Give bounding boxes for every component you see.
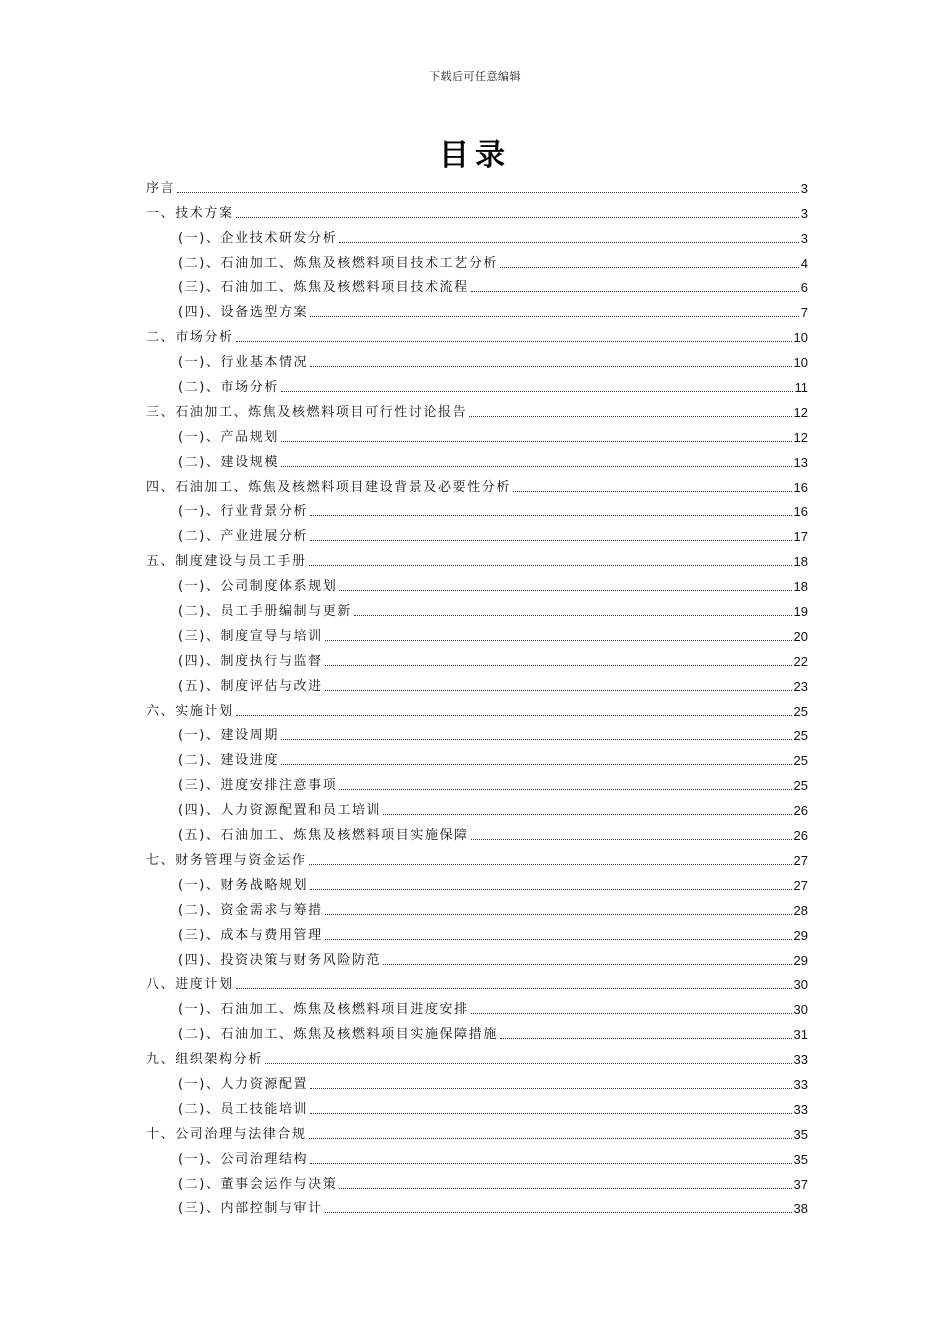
toc-dot-leader [265,1063,792,1064]
toc-entry-section[interactable] [146,871,808,896]
toc-entry-section[interactable] [146,622,808,647]
toc-title: 目录 [439,138,511,173]
toc-entry-chapter[interactable] [146,1045,808,1070]
toc-entry-text: (一)、行业基本情况 [178,355,309,371]
toc-entry-text: 序言 [146,180,176,196]
toc-page-number: 4 [800,255,808,271]
toc-dot-leader [471,839,792,840]
toc-page-number: 6 [800,280,808,296]
toc-entry-section[interactable] [146,821,808,846]
toc-dot-leader [281,391,793,392]
toc-page-number: 30 [793,1002,808,1018]
toc-page-number: 23 [793,678,808,694]
toc-page-number: 29 [793,952,808,968]
toc-page-number: 11 [794,380,808,396]
toc-page-number: 10 [793,330,808,346]
toc-entry-text: (二)、员工技能培训 [178,1101,309,1117]
toc-entry-section[interactable] [146,672,808,697]
toc-entry-text: (五)、制度评估与改进 [178,678,323,694]
toc-entry-text: (一)、建设周期 [178,728,279,744]
toc-entry-chapter[interactable] [146,1120,808,1145]
toc-entry-text: 十、公司治理与法律合规 [146,1126,307,1142]
toc-entry-section[interactable] [146,771,808,796]
toc-entry-section[interactable] [146,348,808,373]
toc-entry-section[interactable] [146,1170,808,1195]
toc-entry-section[interactable] [146,298,808,323]
toc-entry-text: (三)、制度宣导与培训 [178,628,323,644]
toc-entry-text: 三、石油加工、炼焦及核燃料项目可行性讨论报告 [146,404,468,420]
toc-dot-leader [281,441,792,442]
toc-page-number: 3 [800,205,808,221]
toc-entry-text: (三)、进度安排注意事项 [178,778,338,794]
toc-page-number: 3 [800,230,808,246]
toc-entry-text: 五、制度建设与员工手册 [146,554,307,570]
toc-page-number: 26 [793,803,808,819]
toc-entry-text: (一)、产品规划 [178,429,279,445]
toc-dot-leader [281,739,792,740]
toc-page-number: 25 [793,728,808,744]
toc-dot-leader [325,1212,792,1213]
toc-entry-chapter[interactable] [146,398,808,423]
toc-page-number: 12 [793,429,808,445]
toc-page-number: 26 [793,828,808,844]
toc-dot-leader [309,565,792,566]
toc-entry-text: 七、财务管理与资金运作 [146,852,307,868]
toc-dot-leader [339,789,791,790]
toc-entry-text: (四)、制度执行与监督 [178,653,323,669]
toc-dot-leader [281,466,792,467]
toc-entry-chapter[interactable] [146,697,808,722]
toc-entry-text: (二)、董事会运作与决策 [178,1176,338,1192]
toc-entry-chapter[interactable] [146,846,808,871]
toc-page-number: 28 [793,902,808,918]
toc-entry-text: (二)、员工手册编制与更新 [178,604,352,620]
toc-dot-leader [236,341,792,342]
toc-entry-text: (二)、产业进展分析 [178,529,309,545]
toc-dot-leader [471,1013,792,1014]
toc-page-number: 17 [793,529,808,545]
toc-page-number: 22 [793,653,808,669]
toc-dot-leader [339,242,798,243]
toc-dot-leader [310,1088,791,1089]
toc-entry-section[interactable] [146,498,808,523]
toc-entry-text: 一、技术方案 [146,205,234,221]
toc-page-number: 35 [793,1126,808,1142]
toc-entry-section[interactable] [146,224,808,249]
toc-entry-section[interactable] [146,1020,808,1045]
toc-page-number: 18 [793,554,808,570]
toc-page-number: 12 [793,404,808,420]
toc-page-number: 25 [793,703,808,719]
toc-entry-section[interactable] [146,1095,808,1120]
toc-entry-text: (一)、石油加工、炼焦及核燃料项目进度安排 [178,1002,469,1018]
toc-entry-section[interactable] [146,1195,808,1220]
page-header: 下载后可任意编辑 [429,70,521,83]
toc-list [146,174,808,1219]
toc-entry-text: 六、实施计划 [146,703,234,719]
toc-entry-text: (一)、企业技术研发分析 [178,230,338,246]
toc-entry-text: (三)、石油加工、炼焦及核燃料项目技术流程 [178,280,469,296]
toc-entry-chapter[interactable] [146,323,808,348]
toc-entry-text: (三)、成本与费用管理 [178,927,323,943]
toc-entry-text: 九、组织架构分析 [146,1052,263,1068]
toc-entry-text: (四)、投资决策与财务风险防范 [178,952,382,968]
toc-entry-chapter[interactable] [146,473,808,498]
toc-page-number: 19 [793,604,808,620]
toc-page-number: 33 [793,1076,808,1092]
toc-entry-section[interactable] [146,921,808,946]
toc-entry-text: (四)、设备选型方案 [178,305,309,321]
toc-entry-text: 八、进度计划 [146,977,234,993]
toc-entry-section[interactable] [146,423,808,448]
toc-entry-text: (三)、内部控制与审计 [178,1201,323,1217]
toc-dot-leader [309,1138,792,1139]
toc-dot-leader [500,267,799,268]
toc-dot-leader [325,690,792,691]
toc-dot-leader [325,665,792,666]
toc-entry-section[interactable] [146,647,808,672]
toc-dot-leader [325,640,792,641]
toc-entry-chapter[interactable] [146,174,808,199]
toc-entry-chapter[interactable] [146,199,808,224]
toc-dot-leader [339,1188,791,1189]
toc-entry-text: (二)、资金需求与筹措 [178,902,323,918]
toc-entry-section[interactable] [146,373,808,398]
toc-page-number: 25 [793,753,808,769]
toc-page-number: 16 [793,479,808,495]
toc-entry-section[interactable] [146,522,808,547]
toc-entry-text: (二)、建设规模 [178,454,279,470]
toc-dot-leader [281,764,792,765]
toc-entry-section[interactable] [146,946,808,971]
toc-dot-leader [325,939,792,940]
toc-entry-text: (一)、公司治理结构 [178,1151,309,1167]
toc-page-number: 18 [793,579,808,595]
toc-dot-leader [383,814,791,815]
toc-page-number: 27 [793,852,808,868]
toc-page-number: 31 [793,1027,808,1043]
toc-entry-text: 四、石油加工、炼焦及核燃料项目建设背景及必要性分析 [146,479,512,495]
toc-dot-leader [469,416,791,417]
toc-page-number: 29 [793,927,808,943]
toc-dot-leader [310,1113,791,1114]
toc-entry-chapter[interactable] [146,971,808,996]
toc-page-number: 33 [793,1052,808,1068]
toc-entry-text: 二、市场分析 [146,330,234,346]
toc-page-number: 7 [800,305,808,321]
toc-page-number: 35 [793,1151,808,1167]
toc-entry-section[interactable] [146,1145,808,1170]
toc-page-number: 20 [793,628,808,644]
toc-entry-section[interactable] [146,274,808,299]
toc-entry-section[interactable] [146,1070,808,1095]
toc-page-number: 13 [793,454,808,470]
toc-dot-leader [339,590,791,591]
toc-entry-section[interactable] [146,572,808,597]
toc-entry-text: (二)、市场分析 [178,380,279,396]
toc-dot-leader [310,366,791,367]
toc-dot-leader [310,316,799,317]
toc-dot-leader [310,540,791,541]
toc-dot-leader [471,291,799,292]
toc-page-number: 27 [793,877,808,893]
toc-entry-text: (一)、行业背景分析 [178,504,309,520]
toc-page-number: 33 [793,1101,808,1117]
toc-page-number: 38 [793,1201,808,1217]
toc-entry-text: (一)、财务战略规划 [178,877,309,893]
toc-page-number: 30 [793,977,808,993]
toc-page-number: 16 [793,504,808,520]
toc-page-number: 3 [800,180,808,196]
toc-page-number: 25 [793,778,808,794]
toc-dot-leader [310,1163,791,1164]
toc-dot-leader [383,964,791,965]
toc-page-number: 10 [793,355,808,371]
toc-entry-text: (一)、公司制度体系规划 [178,579,338,595]
toc-entry-text: (一)、人力资源配置 [178,1076,309,1092]
toc-page-number: 37 [793,1176,808,1192]
toc-entry-text: (四)、人力资源配置和员工培训 [178,803,382,819]
toc-dot-leader [309,864,792,865]
toc-dot-leader [236,217,799,218]
toc-entry-section[interactable] [146,722,808,747]
toc-entry-section[interactable] [146,448,808,473]
toc-entry-section[interactable] [146,896,808,921]
toc-entry-section[interactable] [146,249,808,274]
toc-dot-leader [500,1038,792,1039]
toc-entry-section[interactable] [146,995,808,1020]
toc-entry-text: (二)、石油加工、炼焦及核燃料项目实施保障措施 [178,1027,498,1043]
toc-dot-leader [236,715,792,716]
toc-dot-leader [236,988,792,989]
toc-entry-chapter[interactable] [146,547,808,572]
toc-dot-leader [513,491,792,492]
toc-entry-section[interactable] [146,597,808,622]
toc-dot-leader [310,515,791,516]
toc-dot-leader [354,615,792,616]
toc-entry-text: (二)、建设进度 [178,753,279,769]
toc-entry-text: (二)、石油加工、炼焦及核燃料项目技术工艺分析 [178,255,498,271]
toc-entry-section[interactable] [146,746,808,771]
toc-dot-leader [310,889,791,890]
toc-entry-section[interactable] [146,796,808,821]
toc-dot-leader [177,192,799,193]
toc-dot-leader [325,914,792,915]
toc-entry-text: (五)、石油加工、炼焦及核燃料项目实施保障 [178,828,469,844]
